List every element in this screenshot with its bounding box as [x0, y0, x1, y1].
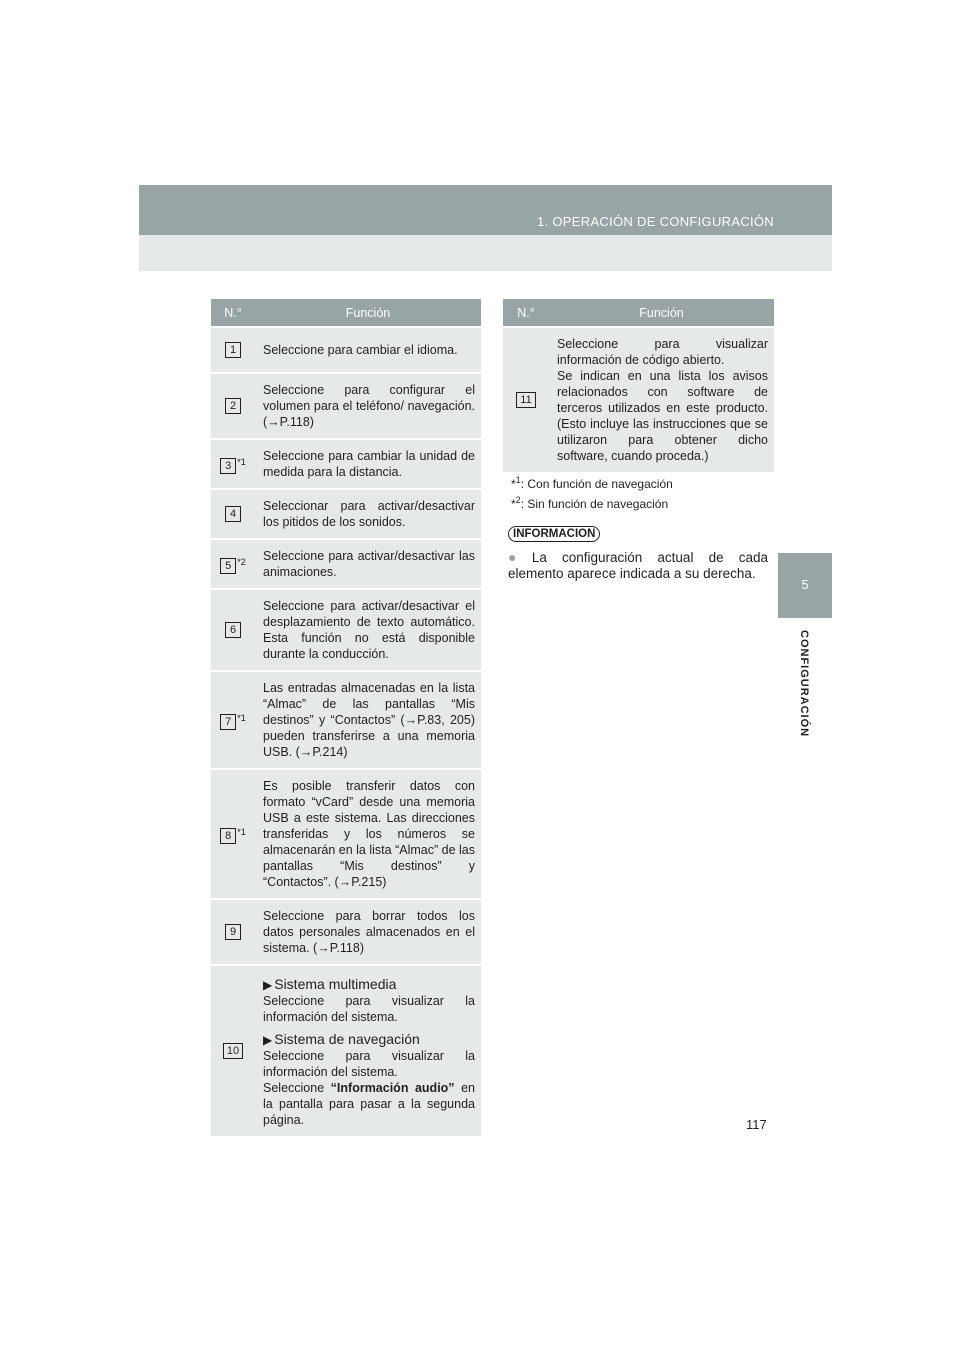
- footnote-ref: *1: [237, 712, 246, 723]
- info-text: ● La configuración actual de cada elemento aparece indicada a su derecha.: [508, 549, 768, 581]
- function-text: Seleccione para configurar el volumen para el teléfono/ navegación. (→P.118): [255, 373, 481, 439]
- table-row: [211, 671, 481, 769]
- function-text: Seleccione para cambiar la unidad de medida para la distancia.: [255, 439, 481, 489]
- function-text: Seleccione para borrar todos los datos personales almacenados en el sistema. (→P.118): [255, 899, 481, 965]
- table-row: [503, 327, 774, 472]
- function-text: Las entradas almacenadas en la lista “Almac” de las pantallas “Mis destinos” y “Contactos” (→P.83, 205) pueden transferirse a una memoria USB. (→P.214): [255, 671, 481, 769]
- item-marker: 10: [223, 1043, 243, 1059]
- item-marker: 3: [220, 458, 236, 474]
- table-row: [211, 373, 481, 439]
- table-row: [211, 965, 481, 1136]
- section-title: 1. OPERACIÓN DE CONFIGURACIÓN: [537, 214, 774, 229]
- footnote: *$^1$: Con función de navegación: [511, 475, 673, 491]
- item-marker: 11: [516, 392, 536, 408]
- function-text: Seleccione para cambiar el idioma.: [255, 327, 481, 373]
- table-row: [211, 769, 481, 899]
- header-band: [139, 185, 832, 271]
- arrow-icon: →: [338, 875, 352, 889]
- header-bar: [139, 185, 832, 235]
- function-table-right: [503, 299, 774, 472]
- item-marker: 9: [225, 924, 241, 940]
- arrow-icon: →: [267, 415, 280, 429]
- triangle-icon: ▶: [263, 978, 273, 992]
- footnotes: [511, 472, 673, 512]
- col-func-header: Función: [549, 299, 774, 327]
- function-table-left: [211, 299, 481, 1136]
- info-badge: INFORMACION: [508, 526, 600, 542]
- subheading-multimedia: ▶ Sistema multimedia: [263, 976, 397, 992]
- function-text: Es posible transferir datos con formato “vCard” desde una memoria USB a este sistema. Las direcciones transferidas y los números se almacenarán en la lista “Almac” de las pantallas “Mis destinos” y “Contactos”. (→P.215): [255, 769, 481, 899]
- table-row: [211, 539, 481, 589]
- chapter-tab: [778, 553, 832, 618]
- arrow-icon: →: [299, 745, 313, 759]
- function-text: Seleccione para activar/desactivar el desplazamiento de texto automático. Esta función no está disponible durante la conducción.: [255, 589, 481, 671]
- function-text: Seleccionar para activar/desactivar los pitidos de los sonidos.: [255, 489, 481, 539]
- subheading-navigation: ▶ Sistema de navegación: [263, 1031, 420, 1047]
- arrow-icon: →: [404, 713, 418, 727]
- col-func-header: Función: [255, 299, 481, 327]
- item-marker: 2: [225, 398, 241, 414]
- footnote-ref: *1: [237, 456, 246, 467]
- table-row: [211, 589, 481, 671]
- table-row: [211, 899, 481, 965]
- function-text: Seleccione para activar/desactivar las animaciones.: [255, 539, 481, 589]
- function-text: Seleccione para visualizar información de código abierto. Se indican en una lista los avisos relacionados con software de terceros utilizados en este producto. (Esto incluye las instrucciones que se utilizaron para obtener dicho software, cuando proceda.): [549, 327, 774, 472]
- item-marker: 1: [225, 342, 241, 358]
- item-marker: 7: [220, 714, 236, 730]
- table-row: [211, 439, 481, 489]
- col-num-header: N.°: [211, 299, 255, 327]
- item-marker: 4: [225, 506, 241, 522]
- footnote-ref: *1: [237, 826, 246, 837]
- footnote: *$^2$: Sin función de navegación: [511, 495, 669, 511]
- item-marker: 8: [220, 828, 236, 844]
- bullet-icon: ●: [508, 549, 528, 565]
- col-num-header: N.°: [503, 299, 549, 327]
- chapter-number: 5: [801, 577, 809, 592]
- triangle-icon: ▶: [263, 1033, 273, 1047]
- function-text: ▶ Sistema multimedia Seleccione para visualizar la información del sistema. ▶ Sistema de navegación Seleccione para visualizar la información del sistema. Seleccione “Información audio” en la pantalla para pasar a la segunda página.: [255, 965, 481, 1136]
- item-marker: 5: [220, 558, 236, 574]
- table-row: [211, 327, 481, 373]
- footnote-ref: *2: [237, 556, 246, 567]
- table-row: [211, 489, 481, 539]
- page-number: 117: [746, 1117, 767, 1132]
- item-marker: 6: [225, 622, 241, 638]
- arrow-icon: →: [317, 941, 330, 955]
- chapter-label: CONFIGURACIÓN: [798, 630, 810, 738]
